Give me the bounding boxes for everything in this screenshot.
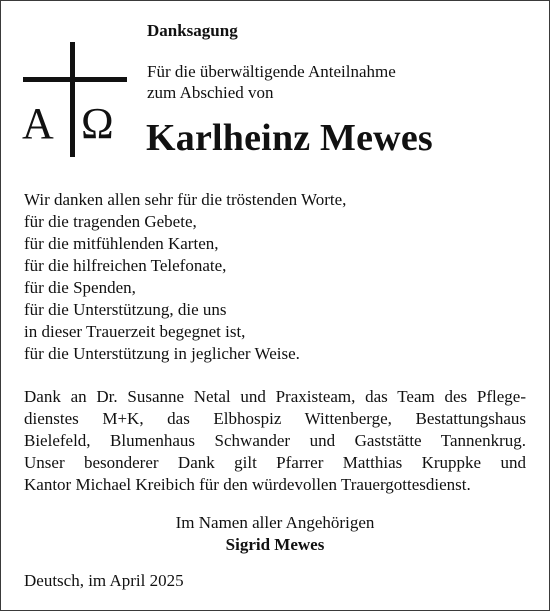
notice-heading: Danksagung bbox=[147, 21, 238, 40]
acknowledgement-line: Dank an Dr. Susanne Netal und Praxisteam, das Team des Pflege- bbox=[24, 387, 526, 406]
acknowledgement-line: dienstes M+K, das Elbhospiz Wittenberge, Bestattungshaus bbox=[24, 409, 526, 428]
intro-line: zum Abschied von bbox=[147, 83, 274, 102]
cross-alpha-omega-icon bbox=[20, 42, 130, 160]
intro-text bbox=[147, 61, 396, 103]
alpha-letter: A bbox=[22, 99, 54, 148]
acknowledgement-paragraph bbox=[24, 386, 526, 496]
intro-line: Für die überwältigende Anteilnahme bbox=[147, 62, 396, 81]
acknowledgement-line: Kantor Michael Kreibich für den würdevollen Trauergottesdienst. bbox=[24, 475, 471, 494]
thanks-line: für die Spenden, bbox=[24, 278, 136, 297]
thanks-line: für die Unterstützung in jeglicher Weise. bbox=[24, 344, 300, 363]
thanks-line: in dieser Trauerzeit begegnet ist, bbox=[24, 322, 246, 341]
signer-name: Sigrid Mewes bbox=[225, 535, 325, 554]
deceased-name: Karlheinz Mewes bbox=[146, 117, 433, 159]
closing-phrase: Im Namen aller Angehörigen bbox=[175, 513, 375, 532]
thanks-line: Wir danken allen sehr für die tröstenden Worte, bbox=[24, 190, 347, 209]
acknowledgement-line: Unser besonderer Dank gilt Pfarrer Matthias Kruppke und bbox=[24, 453, 526, 472]
closing-block bbox=[0, 512, 550, 556]
omega-letter: Ω bbox=[81, 99, 114, 148]
thanks-line: für die tragenden Gebete, bbox=[24, 212, 197, 231]
thanks-line: für die Unterstützung, die uns bbox=[24, 300, 227, 319]
thanks-line: für die hilfreichen Telefonate, bbox=[24, 256, 227, 275]
thanks-list bbox=[24, 189, 346, 365]
acknowledgement-line: Bielefeld, Blumenhaus Schwander und Gaststätte Tannenkrug. bbox=[24, 431, 526, 450]
place-date: Deutsch, im April 2025 bbox=[24, 571, 184, 590]
thanks-line: für die mitfühlenden Karten, bbox=[24, 234, 219, 253]
